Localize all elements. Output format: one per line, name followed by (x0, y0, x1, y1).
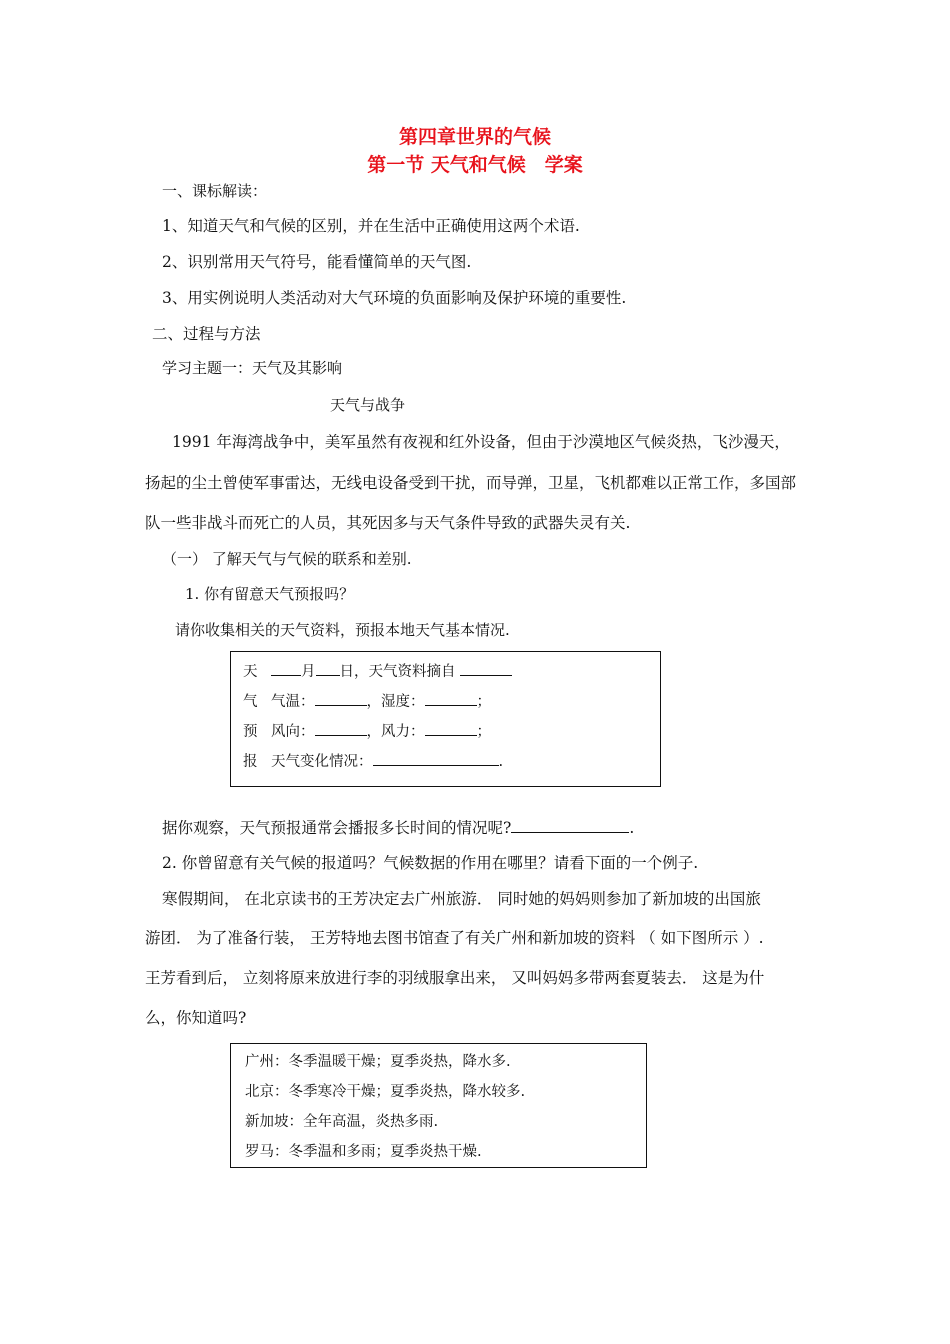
climate-box (230, 1043, 647, 1168)
objective-3: 3、用实例说明人类活动对大气环境的负面影响及保护环境的重要性. (162, 289, 627, 307)
question-1-instruction: 请你收集相关的天气资料，预报本地天气基本情况. (175, 621, 510, 639)
climate-row-singapore: 新加坡：全年高温，炎热多雨. (245, 1114, 439, 1130)
section-title: 第一节 天气和气候 学案 (367, 154, 583, 176)
story-line: 队一些非战斗而死亡的人员，其死因多与天气条件导致的武器失灵有关. (145, 514, 631, 532)
story2-line: 游团． 为了准备行装， 王芳特地去图书馆查了有关广州和新加坡的资料 （ 如下图所示 ）. (145, 929, 764, 947)
question-1: 1. 你有留意天气预报吗？ (185, 585, 355, 603)
blank-month[interactable] (271, 661, 301, 676)
climate-row-guangzhou: 广州：冬季温暖干燥；夏季炎热，降水多. (245, 1054, 511, 1070)
story-line: 1991 年海湾战争中，美军虽然有夜视和红外设备，但由于沙漠地区气候炎热，飞沙漫天， (172, 433, 790, 451)
forecast-key: 天 (243, 664, 258, 680)
blank-wind-direction[interactable] (315, 721, 367, 736)
objective-1: 1、知道天气和气候的区别，并在生活中正确使用这两个术语. (162, 217, 580, 235)
forecast-box: 天 月 日，天气资料摘自 气 气温： ，湿度： ； 预 风向： ，风力： ； 报 天气变化情况： . (230, 651, 661, 787)
objective-2: 2、识别常用天气符号，能看懂简单的天气图. (162, 253, 472, 271)
climate-row-rome: 罗马：冬季温和多雨；夏季炎热干燥. (245, 1144, 482, 1160)
blank-weather-change[interactable] (373, 751, 499, 766)
climate-row-beijing: 北京：冬季寒冷干燥；夏季炎热，降水较多. (245, 1084, 526, 1100)
topic-heading: 学习主题一：天气及其影响 (162, 359, 343, 377)
blank-forecast-duration[interactable] (511, 818, 629, 833)
story2-line: 么，你知道吗? (145, 1009, 247, 1027)
story2-line: 王芳看到后， 立刻将原来放进行李的羽绒服拿出来， 又叫妈妈多带两套夏装去． 这是为什 (145, 969, 765, 987)
part1-heading: （一） 了解天气与气候的联系和差别. (162, 550, 412, 568)
story-title: 天气与战争 (330, 396, 406, 414)
page-title: 第四章世界的气候 (398, 126, 551, 148)
forecast-key: 报 (243, 754, 258, 770)
blank-wind-force[interactable] (425, 721, 477, 736)
blank-humidity[interactable] (425, 691, 477, 706)
story2-line: 寒假期间， 在北京读书的王芳决定去广州旅游． 同时她的妈妈则参加了新加坡的出国旅 (162, 890, 761, 908)
heading-process: 二、过程与方法 (152, 325, 261, 343)
story-line: 扬起的尘土曾使军事雷达，无线电设备受到干扰，而导弹，卫星，飞机都难以正常工作，多国部 (145, 474, 797, 492)
forecast-key: 气 (243, 694, 258, 710)
blank-temperature[interactable] (315, 691, 367, 706)
observation-question: 据你观察，天气预报通常会播报多长时间的情况呢? . (162, 819, 635, 837)
forecast-key: 预 (243, 724, 258, 740)
heading-curriculum: 一、课标解读： (162, 182, 268, 200)
blank-source[interactable] (460, 661, 512, 676)
question-2: 2. 你曾留意有关气候的报道吗？气候数据的作用在哪里？请看下面的一个例子. (162, 854, 699, 872)
blank-day[interactable] (316, 661, 340, 676)
